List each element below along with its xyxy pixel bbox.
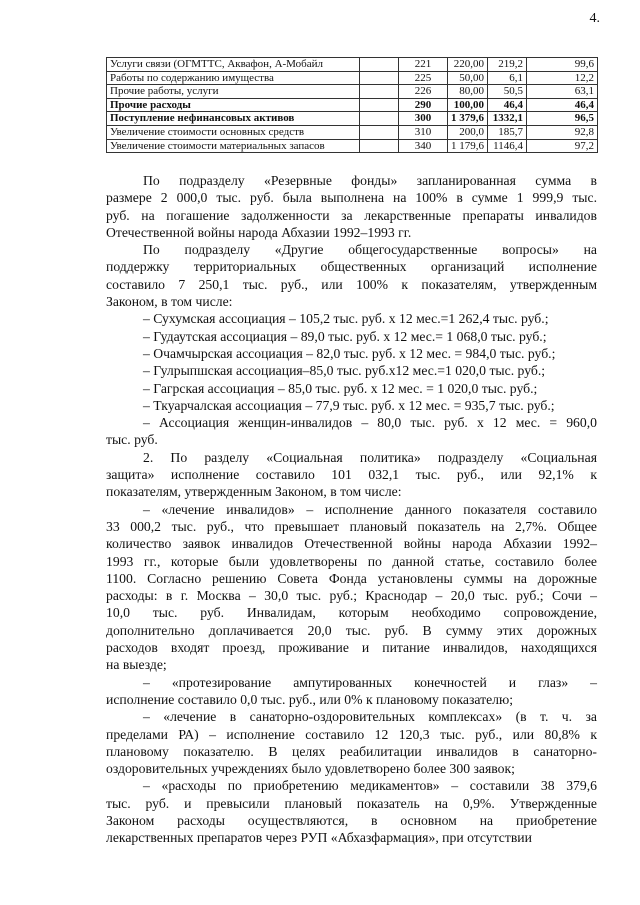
cell-actual: 1146,4 [488,139,527,153]
cell-actual: 185,7 [488,125,527,139]
text-line: – Ткуарчалская ассоциация – 77,9 тыс. руб. х 12 мес. = 935,7 тыс. руб.; [143,397,555,413]
text-line: Законом расходы осуществляются, в основном на приобретение [106,812,597,828]
cell-plan: 80,00 [448,85,488,99]
table-row [107,85,598,99]
cell-percent: 12,2 [527,71,598,85]
text-line: количество заявок инвалидов Отечественной войны народа Абхазии 1992– [106,536,597,552]
cell-actual: 46,4 [488,98,527,112]
table-row [107,71,598,85]
cell-name: Работы по содержанию имущества [107,71,360,85]
table-row [107,139,598,153]
text-line: 1100. Согласно решению Совета Фонда установлены суммы на дорожные [106,570,597,586]
text-line: на выезде; [106,657,167,673]
text-line: поддержку территориальных общественных организаций исполнение [106,259,597,275]
cell-extra [360,125,399,139]
text-line: лекарственных препаратов через РУП «Абхазфармация», при отсутствии [106,830,532,846]
text-line: оздоровительных учреждениях было удовлетворено более 300 заявок; [106,761,515,777]
cell-percent: 63,1 [527,85,598,99]
paragraph [106,380,597,397]
table-row [107,58,598,72]
text-line: – Ассоциация женщин-инвалидов – 80,0 тыс. руб. х 12 мес. = 960,0 [143,415,597,431]
cell-code: 300 [399,112,448,126]
cell-percent: 97,2 [527,139,598,153]
text-line: – «протезирование ампутированных конечностей и глаз» – [143,674,597,690]
cell-actual: 50,5 [488,85,527,99]
paragraph [106,241,597,310]
text-line: показателям, утвержденным Законом, в том числе: [106,484,402,500]
cell-plan: 1 379,6 [448,112,488,126]
text-line: Отечественной войны народа Абхазии 1992–1993 гг. [106,224,412,240]
cell-percent: 96,5 [527,112,598,126]
cell-name: Прочие расходы [107,98,360,112]
cell-plan: 50,00 [448,71,488,85]
text-line: размере 2 000,0 тыс. руб. была выполнена на 100% в сумме 1 999,9 тыс. [106,190,597,206]
text-line: – Гулрыпшская ассоциация–85,0 тыс. руб.х12 мес.=1 020,0 тыс. руб.; [143,363,546,379]
text-line: составило 7 250,1 тыс. руб., или 100% к показателям, утвержденным [106,276,597,292]
text-line: – Гагрская ассоциация – 85,0 тыс. руб. х 12 мес. = 1 020,0 тыс. руб.; [143,380,538,396]
table-row [107,125,598,139]
text-line: – Сухумская ассоциация – 105,2 тыс. руб. х 12 мес.=1 262,4 тыс. руб.; [143,311,549,327]
cell-name: Поступление нефинансовых активов [107,112,360,126]
text-line: дополнительно доплачивается 20,0 тыс. руб. В сумму этих дорожных [106,622,597,638]
cell-name: Услуги связи (ОГМТТС, Аквафон, А-Мобайл [107,58,360,72]
paragraph [106,172,597,241]
text-line: исполнение составило 0,0 тыс. руб., или 0% к плановому показателю; [106,691,514,707]
cell-name: Увеличение стоимости основных средств [107,125,360,139]
cell-code: 340 [399,139,448,153]
paragraph [106,362,597,379]
text-line: 10,0 тыс. руб. Инвалидам, которым необходимо сопровождение, [106,605,597,621]
text-line: руб. на погашение задолженности за лекарственные препараты инвалидов [106,207,597,223]
text-line: – «лечение в санаторно-оздоровительных комплексах» (в т. ч. за [143,709,597,725]
table-row [107,112,598,126]
text-line: тыс. руб. и превысили плановый показатель на 0,9%. Утвержденные [106,795,597,811]
paragraph [106,777,597,846]
text-line: По подразделу «Резервные фонды» запланированная сумма в [143,173,597,188]
cell-extra [360,71,399,85]
cell-actual: 219,2 [488,58,527,72]
cell-plan: 100,00 [448,98,488,112]
cell-actual: 1332,1 [488,112,527,126]
cell-extra [360,112,399,126]
cell-code: 310 [399,125,448,139]
cell-extra [360,58,399,72]
text-line: – Гудаутская ассоциация – 89,0 тыс. руб. х 12 мес.= 1 068,0 тыс. руб.; [143,328,547,344]
text-line: тыс. руб. [106,432,158,448]
text-line: расходы: в г. Москва – 30,0 тыс. руб.; Краснодар – 20,0 тыс. руб.; Сочи – [106,588,597,604]
cell-name: Увеличение стоимости материальных запасов [107,139,360,153]
text-line: 33 000,2 тыс. руб., что превышает плановый показатель на 2,7%. Общее [106,518,597,534]
cell-percent: 92,8 [527,125,598,139]
paragraph [106,397,597,414]
cell-code: 290 [399,98,448,112]
cell-plan: 1 179,6 [448,139,488,153]
cell-extra [360,85,399,99]
paragraph [106,674,597,709]
paragraph [106,328,597,345]
text-line: – «лечение инвалидов» – исполнение данного показателя составило [143,501,597,517]
cell-percent: 99,6 [527,58,598,72]
page-number: 4. [589,11,600,26]
text-line: защита» исполнение составило 101 032,1 тыс. руб., или 92,1% к [106,467,597,483]
text-line: – «расходы по приобретению медикаментов» – составили 38 379,6 [143,778,597,794]
cell-code: 221 [399,58,448,72]
paragraph [106,501,597,674]
cell-actual: 6,1 [488,71,527,85]
table-row [107,98,598,112]
text-line: 1993 гг., которые были удовлетворены по данной статье, составило более [106,553,597,569]
cell-extra [360,139,399,153]
text-line: 2. По разделу «Социальная политика» подразделу «Социальная [143,449,597,465]
paragraph [106,414,597,449]
budget-table [106,57,598,153]
cell-code: 225 [399,71,448,85]
text-line: Законом, в том числе: [106,294,233,310]
text-line: расходов входят проезд, проживание и питание инвалидов, находящихся [106,640,597,656]
paragraph [106,449,597,501]
cell-percent: 46,4 [527,98,598,112]
cell-extra [360,98,399,112]
cell-code: 226 [399,85,448,99]
text-line: пределами РА) – исполнение составило 12 120,3 тыс. руб., или 80,8% к [106,726,597,742]
text-line: – Очамчырская ассоциация – 82,0 тыс. руб. х 12 мес. = 984,0 тыс. руб.; [143,345,556,361]
paragraph [106,310,597,327]
cell-plan: 220,00 [448,58,488,72]
cell-plan: 200,0 [448,125,488,139]
document-body [106,172,597,847]
paragraph [106,345,597,362]
text-line: По подразделу «Другие общегосударственные вопросы» на [143,242,597,258]
text-line: плановому показателю. В целях реабилитации инвалидов в санаторно- [106,743,597,759]
paragraph [106,708,597,777]
cell-name: Прочие работы, услуги [107,85,360,99]
